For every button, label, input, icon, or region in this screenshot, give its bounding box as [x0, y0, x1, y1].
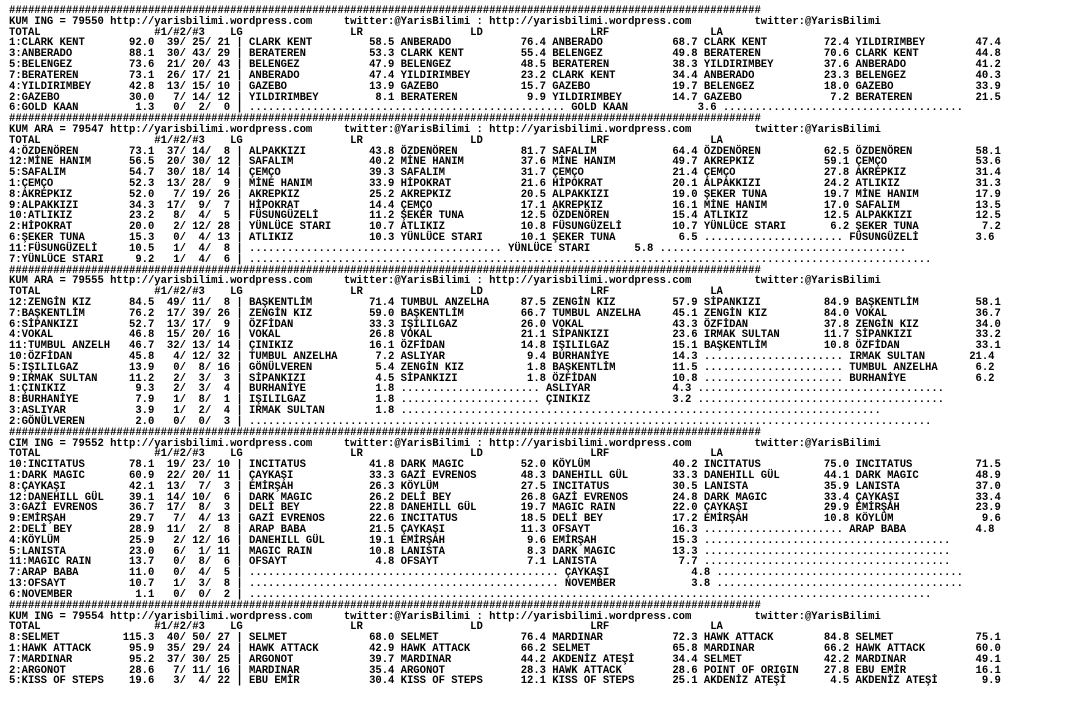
text-line: KUM ING = 79550 http://yarisbilimi.wordpress.com twitter:@YarisBilimi : http://yarisbilimi.wordpress.com twitter:@YarisBilimi [9, 15, 881, 28]
text-line: 4:YILDIRIMBEY 42.8 13/ 15/ 10 | GAZEBO 13.9 GAZEBO 15.7 GAZEBO 19.7 BELENGEZ 18.0 GAZEBO 33.9 [9, 80, 1001, 93]
text-line: 1:CLARK KENT 92.0 39/ 25/ 21 | CLARK KENT 58.5 ANBERADO 76.4 ANBERADO 68.7 CLARK KENT 72.4 YILDIRIMBEY 47.4 [9, 37, 1001, 50]
text-line: CIM ING = 79552 http://yarisbilimi.wordpress.com twitter:@YarisBilimi : http://yarisbilimi.wordpress.com twitter:@YarisBilimi [9, 437, 881, 450]
text-line: ####################################################################################################################### [9, 113, 761, 126]
text-line: 5:SAFALIM 54.7 30/ 18/ 14 | ÇEMÇO 39.3 SAFALIM 31.7 ÇEMÇO 21.4 ÇEMÇO 27.8 AKREPKIZ 31.4 [9, 167, 1001, 180]
text-line: 2:GAZEBO 30.0 7/ 14/ 12 | YILDIRIMBEY 8.1 BERATEREN 9.9 YILDIRIMBEY 14.7 GAZEBO 7.2 BERATEREN 21.5 [9, 91, 1001, 104]
text-line: 2:GÖNÜLVEREN 2.0 0/ 0/ 3 | ............................................................................................................ [9, 415, 932, 428]
text-line: 8:ÇAYKAŞI 42.1 13/ 7/ 3 | EMİRŞAH 26.3 KÖYLÜM 27.5 INCITATUS 30.5 LANISTA 35.9 LANISTA 37.0 [9, 480, 1001, 493]
text-line: 3:ANBERADO 88.1 30/ 43/ 29 | BERATEREN 53.3 CLARK KENT 55.4 BELENGEZ 49.8 BERATEREN 70.6 CLARK KENT 44.8 [9, 48, 1001, 61]
text-line: 9:EMİRŞAH 29.7 7/ 4/ 13 | GAZİ EVRENOS 22.6 INCITATUS 18.5 DELİ BEY 17.2 EMİRŞAH 10.8 KÖYLÜM 9.6 [9, 513, 1001, 526]
text-line: 7:BAŞKENTLİM 76.2 17/ 39/ 26 | ZENGİN KIZ 59.0 BAŞKENTLİM 66.7 TUMBUL ANZELHA 45.1 ZENGİN KIZ 84.0 VOKAL 36.7 [9, 307, 1001, 320]
text-line: 5:LANISTA 23.0 6/ 1/ 11 | MAGIC RAIN 10.8 LANISTA 8.3 DARK MAGIC 13.3 ....................................... [9, 545, 951, 558]
text-line: 10:INCITATUS 78.1 19/ 23/ 10 | INCITATUS 41.8 DARK MAGIC 52.0 KÖYLÜM 40.2 INCITATUS 75.0 INCITATUS 71.5 [9, 459, 1001, 472]
text-line: 4:KÖYLÜM 25.9 2/ 12/ 16 | DANEHILL GÜL 19.1 EMİRŞAH 9.6 EMİRŞAH 15.3 ....................................... [9, 534, 951, 547]
text-line: KUM ING = 79554 http://yarisbilimi.wordpress.com twitter:@YarisBilimi : http://yarisbilimi.wordpress.com twitter:@YarisBilimi [9, 610, 881, 623]
text-line: 12:DANEHILL GÜL 39.1 14/ 10/ 6 | DARK MAGIC 26.2 DELİ BEY 26.8 GAZİ EVRENOS 24.8 DARK MAGIC 33.4 ÇAYKAŞI 33.4 [9, 491, 1001, 504]
text-line: 2:HİPOKRAT 20.0 2/ 12/ 28 | YÜNLÜCE STARI 10.7 ATLIKIZ 10.8 FÜSUNGÜZELİ 10.7 YÜNLÜCE STARI 6.2 ŞEKER TUNA 7.2 [9, 221, 1001, 234]
text-line: 12:MİNE HANIM 56.5 20/ 30/ 12 | SAFALIM 40.2 MİNE HANIM 37.6 MİNE HANIM 49.7 AKREPKIZ 59.1 ÇEMÇO 53.6 [9, 156, 1001, 169]
text-line: 2:ARGONOT 28.6 7/ 11/ 16 | MARDINAR 35.4 ARGONOT 28.3 HAWK ATTACK 28.6 POINT OF ORIGIN 27.8 EBU EMİR 16.1 [9, 664, 1001, 677]
text-line: 10:ÖZFİDAN 45.8 4/ 12/ 32 | TUMBUL ANZELHA 7.2 ASLIYAR 9.4 BURHANİYE 14.3 ...................... IRMAK SULTAN 21.4 [9, 351, 995, 363]
text-line: 9:IRMAK SULTAN 11.2 2/ 3/ 3 | SİPANKIZI 4.5 SİPANKIZI 1.8 ÖZFİDAN 10.8 ...................... BURHANİYE 6.2 [9, 372, 995, 385]
text-line: 7:ARAP BABA 11.0 0/ 4/ 5 | ................................................. ÇAYKAŞI 4.8 ....................................... [9, 567, 963, 580]
text-line: 1:ÇEMÇO 52.3 13/ 28/ 9 | MİNE HANIM 33.9 HİPOKRAT 21.6 HİPOKRAT 20.1 ALPAKKIZI 24.2 ATLIKIZ 31.3 [9, 178, 1001, 190]
text-line: 6:NOVEMBER 1.1 0/ 0/ 2 | ............................................................................................................ [9, 588, 932, 601]
text-line: 1:ÇINIKIZ 9.3 2/ 3/ 4 | BURHANİYE 1.8 ...................... ASLIYAR 4.3 ....................................... [9, 383, 944, 396]
text-line: TOTAL #1/#2/#3 LG LR LD LRF LA [9, 448, 723, 461]
text-line: 7:BERATEREN 73.1 26/ 17/ 21 | ANBERADO 47.4 YILDIRIMBEY 23.2 CLARK KENT 34.4 ANBERADO 23.3 BELENGEZ 40.3 [9, 69, 1001, 82]
text-line: TOTAL #1/#2/#3 LG LR LD LRF LA [9, 26, 723, 39]
text-line: 7:YÜNLÜCE STARI 9.2 1/ 4/ 6 | ............................................................................................................ [9, 253, 932, 266]
text-line: 13:OFSAYT 10.7 1/ 3/ 8 | ................................................. NOVEMBER 3.8 ....................................... [9, 578, 963, 591]
text-line: 5:IŞILILGAZ 13.9 0/ 8/ 16 | GÖNÜLVEREN 5.4 ZENGİN KIZ 1.8 BAŞKENTLİM 11.5 ...................... TUMBUL ANZELHA 6.2 [9, 361, 995, 374]
text-line: 11:TUMBUL ANZELH 46.7 32/ 13/ 14 | ÇINIKIZ 16.1 ÖZFİDAN 14.8 IŞILILGAZ 15.1 BAŞKENTLİM 10.8 ÖZFİDAN 33.1 [9, 340, 1001, 353]
text-line: ####################################################################################################################### [9, 5, 761, 17]
text-line: ####################################################################################################################### [9, 599, 761, 612]
text-line: 8:AKREPKIZ 52.0 7/ 19/ 26 | AKREPKIZ 25.2 AKREPKIZ 20.5 ALPAKKIZI 19.0 ŞEKER TUNA 19.7 MİNE HANIM 17.9 [9, 188, 1001, 201]
text-line: KUM ARA = 79555 http://yarisbilimi.wordpress.com twitter:@YarisBilimi : http://yarisbilimi.wordpress.com twitter:@YarisBilimi [9, 275, 881, 288]
text-line: TOTAL #1/#2/#3 LG LR LD LRF LA [9, 621, 723, 634]
text-line: 8:SELMET 115.3 40/ 50/ 27 | SELMET 68.0 SELMET 76.4 MARDINAR 72.3 HAWK ATTACK 84.8 SELMET 75.1 [9, 632, 1001, 645]
text-line: 4:VOKAL 46.8 15/ 20/ 16 | VOKAL 26.8 VOKAL 21.1 SİPANKIZI 23.6 IRMAK SULTAN 11.7 SİPANKIZI 33.2 [9, 329, 1001, 342]
text-line: 11:FÜSUNGÜZELİ 10.5 1/ 4/ 8 | ........................................ YÜNLÜCE STARI 5.8 ....................................... [9, 242, 907, 255]
text-line: TOTAL #1/#2/#3 LG LR LD LRF LA [9, 286, 723, 299]
text-line: 12:ZENGİN KIZ 84.5 49/ 11/ 8 | BAŞKENTLİM 71.4 TUMBUL ANZELHA 87.5 ZENGİN KIZ 57.9 SİPANKIZI 84.9 BAŞKENTLİM 58.1 [9, 296, 1001, 309]
text-line: 9:ALPAKKIZI 34.3 17/ 9/ 7 | HİPOKRAT 14.4 ÇEMÇO 17.1 AKREPKIZ 16.1 MİNE HANIM 17.0 SAFALIM 13.5 [9, 199, 1001, 212]
text-line: 7:MARDINAR 95.2 37/ 30/ 25 | ARGONOT 39.7 MARDINAR 44.2 AKDENİZ ATEŞİ 34.4 SELMET 42.2 MARDINAR 49.1 [9, 653, 1001, 666]
text-line: 10:ATLIKIZ 23.2 8/ 4/ 5 | FÜSUNGÜZELİ 11.2 ŞEKER TUNA 12.5 ÖZDENÖREN 15.4 ATLIKIZ 12.5 ALPAKKIZI 12.5 [9, 210, 1001, 223]
text-line: 1:HAWK ATTACK 95.9 35/ 29/ 24 | HAWK ATTACK 42.9 HAWK ATTACK 66.2 SELMET 65.8 MARDINAR 66.2 HAWK ATTACK 60.0 [9, 642, 1001, 655]
text-line: 8:BURHANİYE 7.9 1/ 8/ 1 | IŞILILGAZ 1.8 ...................... ÇINIKIZ 3.2 ....................................... [9, 394, 944, 407]
text-line: ####################################################################################################################### [9, 264, 761, 277]
text-line: 1:DARK MAGIC 60.9 22/ 20/ 11 | ÇAYKAŞI 33.3 GAZİ EVRENOS 48.3 DANEHILL GÜL 33.3 DANEHILL GÜL 44.1 DARK MAGIC 48.9 [9, 469, 1001, 482]
text-line: TOTAL #1/#2/#3 LG LR LD LRF LA [9, 134, 723, 147]
text-line: 3:ASLIYAR 3.9 1/ 2/ 4 | IRMAK SULTAN 1.8 ............................................................................ [9, 405, 881, 418]
text-line: 6:ŞEKER TUNA 15.3 0/ 4/ 13 | ATLIKIZ 10.3 YÜNLÜCE STARI 10.1 ŞEKER TUNA 6.5 ...................... FÜSUNGÜZELİ 3.6 [9, 232, 995, 245]
text-line: 11:MAGIC RAIN 13.7 0/ 8/ 6 | OFSAYT 4.8 OFSAYT 7.1 LANISTA 7.7 ....................................... [9, 556, 951, 569]
text-line: 5:KISS OF STEPS 19.6 3/ 4/ 22 | EBU EMİR 30.4 KISS OF STEPS 12.1 KISS OF STEPS 25.1 AKDENİZ ATEŞİ 4.5 AKDENİZ ATEŞİ 9.9 [9, 675, 1001, 688]
text-line: 6:SİPANKIZI 52.7 13/ 17/ 9 | ÖZFİDAN 33.3 IŞILILGAZ 26.0 VOKAL 43.3 ÖZFİDAN 37.8 ZENGİN KIZ 34.0 [9, 318, 1001, 331]
text-line: 6:GOLD KAAN 1.3 0/ 2/ 0 | .................................................. GOLD KAAN 3.6 ...................................... [9, 102, 963, 115]
text-line: 4:ÖZDENÖREN 73.1 37/ 14/ 8 | ALPAKKIZI 43.8 ÖZDENÖREN 81.7 SAFALIM 64.4 ÖZDENÖREN 62.5 ÖZDENÖREN 58.1 [9, 145, 1001, 158]
text-line: 2:DELİ BEY 28.9 11/ 2/ 8 | ARAP BABA 21.5 ÇAYKAŞI 11.3 OFSAYT 16.3 ...................... ARAP BABA 4.8 [9, 524, 995, 536]
text-line: ####################################################################################################################### [9, 426, 761, 439]
text-line: KUM ARA = 79547 http://yarisbilimi.wordpress.com twitter:@YarisBilimi : http://yarisbilimi.wordpress.com twitter:@YarisBilimi [9, 123, 881, 136]
text-line: 5:BELENGEZ 73.6 21/ 20/ 43 | BELENGEZ 47.9 BELENGEZ 48.5 BERATEREN 38.3 YILDIRIMBEY 37.6 ANBERADO 41.2 [9, 59, 1001, 72]
text-line: 3:GAZİ EVRENOS 36.7 17/ 8/ 3 | DELİ BEY 22.8 DANEHILL GÜL 19.7 MAGIC RAIN 22.0 ÇAYKAŞI 29.9 EMİRŞAH 23.9 [9, 502, 1001, 515]
